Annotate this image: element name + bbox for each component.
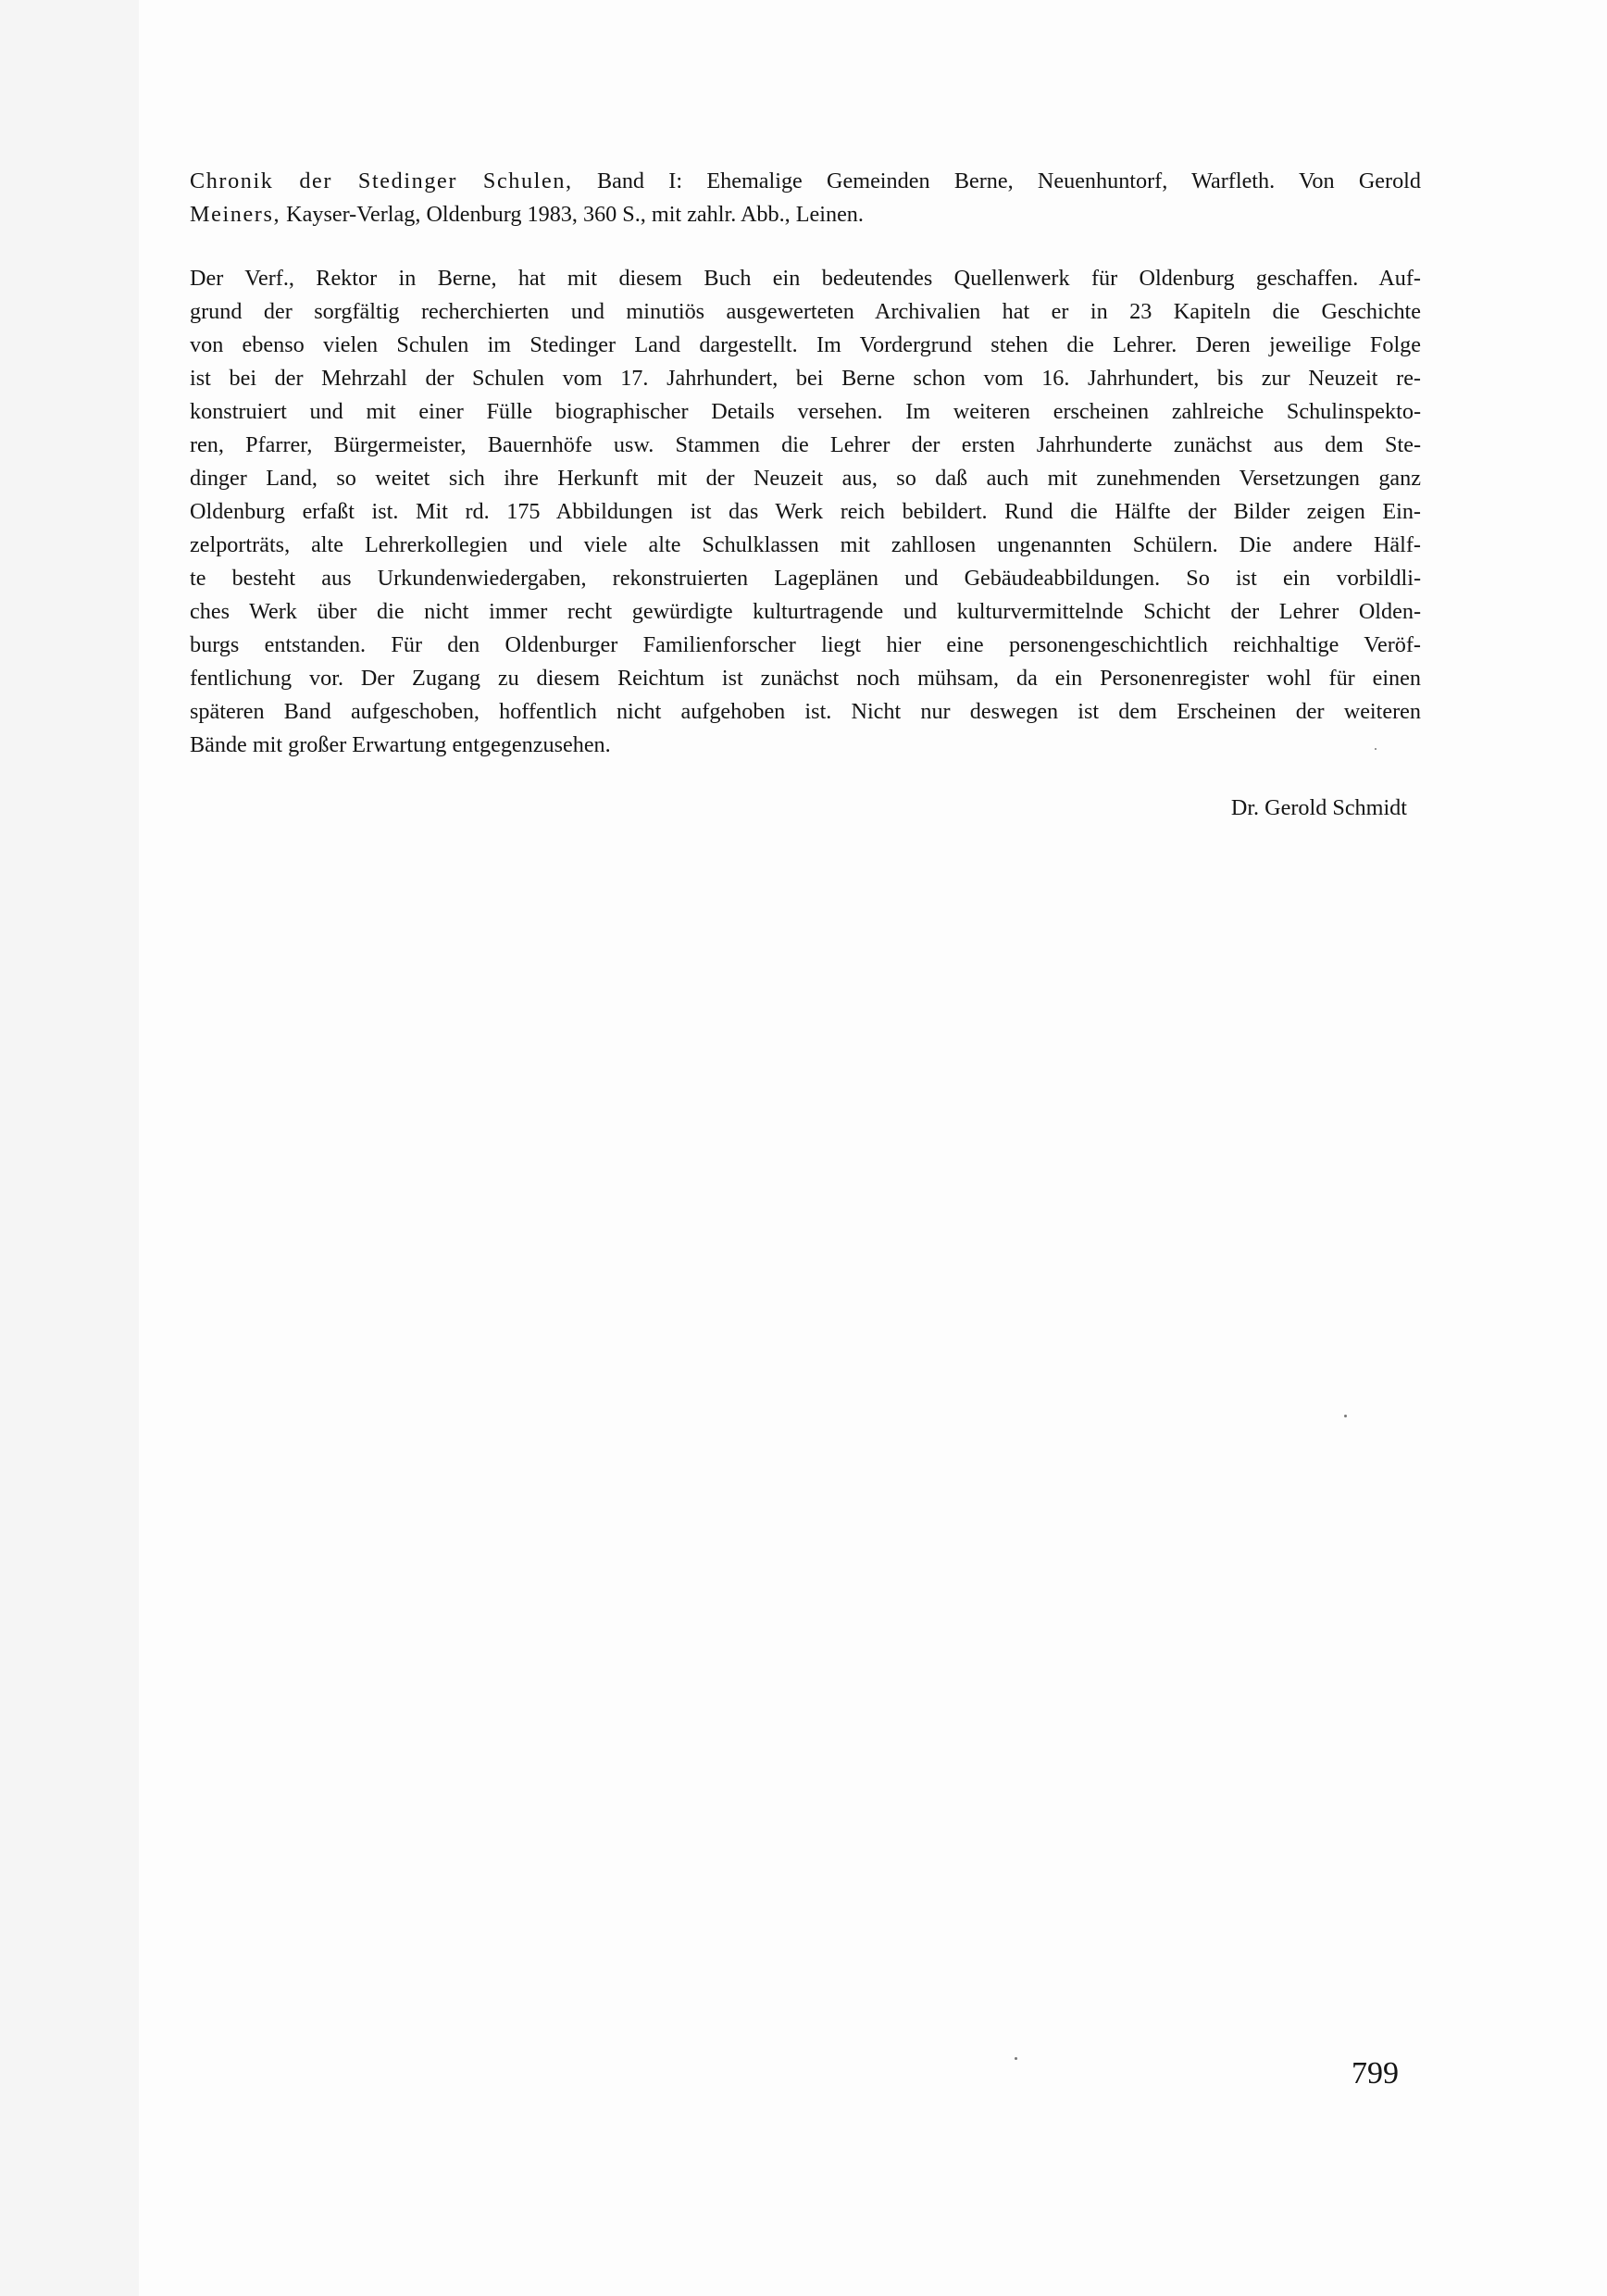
body-line: Bände mit großer Erwartung entgegenzusehen. [190,732,611,757]
heading-title: Chronik der Stedinger Schulen, [190,168,573,193]
review-author: Dr. Gerold Schmidt [1230,795,1407,820]
heading-title-rest: Band I: Ehemalige Gemeinden Berne, Neuenhuntorf, Warfleth. Von Gerold [572,168,1421,193]
heading-author: Meiners, [190,202,281,227]
body-line: Der Verf., Rektor in Berne, hat mit diesem Buch ein bedeutendes Quellenwerk für Oldenburg geschaffen. Auf- [190,266,1421,291]
body-line: zelporträts, alte Lehrerkollegien und viele alte Schulklassen mit zahllosen ungenannten Schülern. Die andere Hälf- [190,532,1421,557]
body-line: grund der sorgfältig recherchierten und minutiös ausgewerteten Archivalien hat er in 23 Kapiteln die Geschichte [190,299,1421,324]
body-line: dinger Land, so weitet sich ihre Herkunft mit der Neuzeit aus, so daß auch mit zunehmenden Versetzungen ganz [190,466,1421,491]
body-line: ches Werk über die nicht immer recht gewürdigte kulturtragende und kulturvermittelnde Schicht der Lehrer Olden- [190,599,1421,624]
body-line: Oldenburg erfaßt ist. Mit rd. 175 Abbildungen ist das Werk reich bebildert. Rund die Hälfte der Bilder zeigen Ein- [190,499,1421,524]
scan-speck [1015,2057,1017,2060]
book-citation-heading [190,165,1421,231]
scan-speck [1375,748,1377,750]
scan-margin-shadow [0,0,139,2296]
body-line: ren, Pfarrer, Bürgermeister, Bauernhöfe usw. Stammen die Lehrer der ersten Jahrhunderte zunächst aus dem Ste- [190,432,1421,457]
scan-speck [1344,1415,1347,1417]
heading-line-1 [190,165,1421,198]
review-body [190,262,1421,762]
body-line: von ebenso vielen Schulen im Stedinger Land dargestellt. Im Vordergrund stehen die Lehrer. Deren jeweilige Folge [190,332,1421,357]
body-line: späteren Band aufgeschoben, hoffentlich nicht aufgehoben ist. Nicht nur deswegen ist dem Erscheinen der weiteren [190,699,1421,724]
body-line: ist bei der Mehrzahl der Schulen vom 17. Jahrhundert, bei Berne schon vom 16. Jahrhundert, bis zur Neuzeit re- [190,366,1421,391]
body-line: te besteht aus Urkundenwiedergaben, rekonstruierten Lageplänen und Gebäudeabbildungen. So ist ein vorbildli- [190,566,1421,591]
body-line: fentlichung vor. Der Zugang zu diesem Reichtum ist zunächst noch mühsam, da ein Personenregister wohl für einen [190,666,1421,691]
body-line: burgs entstanden. Für den Oldenburger Familienforscher liegt hier eine personengeschichtlich reichhaltige Veröf- [190,632,1421,657]
page-number: 799 [1352,2056,1399,2090]
heading-publication-info: Kayser-Verlag, Oldenburg 1983, 360 S., mit zahlr. Abb., Leinen. [280,202,864,227]
heading-line-2 [190,198,1421,231]
body-line: konstruiert und mit einer Fülle biographischer Details versehen. Im weiteren erscheinen zahlreiche Schulinspekto- [190,399,1421,424]
